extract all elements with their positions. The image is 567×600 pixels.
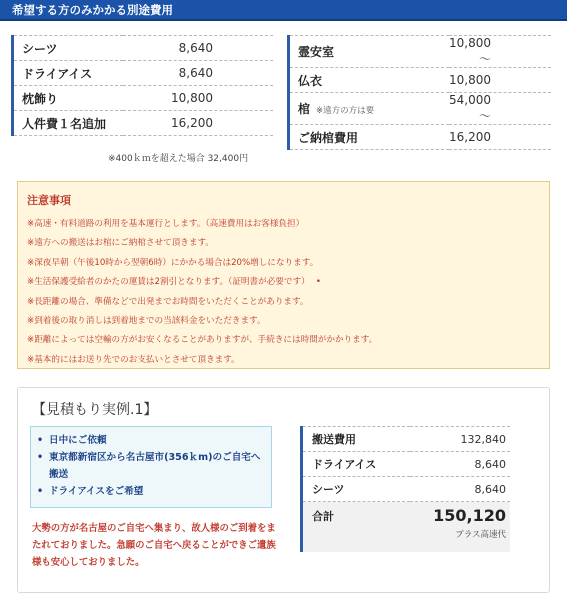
left-price-table bbox=[11, 35, 273, 136]
cost-name: ドライアイス bbox=[302, 452, 411, 477]
caution-box bbox=[17, 181, 550, 369]
condition-text: ドライアイスをご希望 bbox=[49, 486, 144, 497]
item-name: シーツ bbox=[13, 36, 124, 61]
caution-item: ※距離によっては空輸の方がお安くなることがありますが、手続きには時間がかかります。 bbox=[27, 335, 378, 346]
cost-price: 8,640 bbox=[410, 452, 510, 477]
item-note: ※遠方の方は要 bbox=[316, 106, 375, 116]
caution-title: 注意事項 bbox=[27, 194, 71, 207]
item-name: 人件費１名追加 bbox=[13, 111, 124, 136]
total-row bbox=[302, 502, 511, 553]
item-label: 霊安室 bbox=[298, 45, 335, 59]
estimate-conditions bbox=[30, 426, 272, 508]
bullet-icon: • bbox=[37, 435, 44, 446]
total-value: 150,120 bbox=[433, 506, 506, 525]
cost-row bbox=[302, 427, 511, 452]
total-cell bbox=[410, 502, 510, 553]
price-row bbox=[13, 36, 274, 61]
estimate-title: 【見積もり実例.1】 bbox=[32, 402, 158, 418]
item-name bbox=[289, 68, 450, 93]
item-price: 54,000～ bbox=[449, 93, 551, 125]
item-price: 10,800 bbox=[123, 86, 273, 111]
caution-item: ※長距離の場合、準備などで出発までお時間をいただくことがあります。 bbox=[27, 296, 309, 307]
cost-price: 8,640 bbox=[410, 477, 510, 502]
item-price: 16,200 bbox=[449, 125, 551, 150]
condition-item bbox=[37, 449, 265, 483]
condition-text: 東京都新宿区から名古屋市(356ｋm)のご自宅へ搬送 bbox=[49, 452, 261, 480]
cost-row bbox=[302, 477, 511, 502]
price-row bbox=[13, 61, 274, 86]
estimate-story: 大勢の方が名古屋のご自宅へ集まり、故人様のご到着をまたれておりました。急願のご自宅へ戻ることができご遺族様も安心しておりました。 bbox=[32, 523, 276, 568]
condition-text: 日中にご依頼 bbox=[49, 435, 107, 446]
condition-item bbox=[37, 483, 265, 500]
price-row bbox=[13, 111, 274, 136]
cost-name: シーツ bbox=[302, 477, 411, 502]
red-dot-icon: • bbox=[315, 277, 321, 288]
item-name bbox=[289, 36, 450, 68]
item-label: ご納棺費用 bbox=[298, 130, 359, 145]
price-row bbox=[13, 86, 274, 111]
item-price: 10,800 bbox=[449, 68, 551, 93]
caution-text: ※生活保護受給者のかたの運賃は2割引となります。（証明書が必要です） bbox=[27, 277, 310, 288]
price-row bbox=[289, 93, 552, 125]
item-name bbox=[289, 125, 450, 150]
estimate-cost-table bbox=[300, 426, 510, 552]
item-label: 仏衣 bbox=[298, 73, 323, 88]
caution-item: ※深夜早朝（午後10時から翌朝6時）にかかる場合は20%増しになります。 bbox=[27, 257, 319, 268]
caution-item: ※高速・有料道路の利用を基本運行とします。（高速費用はお客様負担） bbox=[27, 219, 305, 229]
cost-price: 132,840 bbox=[410, 427, 510, 452]
item-price: 8,640 bbox=[123, 61, 273, 86]
bullet-icon: • bbox=[37, 452, 44, 463]
price-row bbox=[289, 36, 552, 68]
caution-item: ※基本的にはお送り先でのお支払いとさせて頂きます。 bbox=[27, 354, 240, 365]
price-row bbox=[289, 68, 552, 93]
item-name: 枕飾り bbox=[13, 86, 124, 111]
estimate-example-box bbox=[17, 387, 550, 593]
item-label: 棺 bbox=[298, 102, 311, 116]
header-title: 希望する方のみかかる別途費用 bbox=[12, 3, 173, 17]
total-note: プラス高速代 bbox=[455, 530, 506, 540]
bullet-icon: • bbox=[37, 486, 44, 497]
total-label: 合計 bbox=[302, 502, 411, 553]
distance-footnote: ※400ｋｍを超えた場合 32,400円 bbox=[108, 154, 249, 164]
item-price: 16,200 bbox=[123, 111, 273, 136]
caution-list bbox=[27, 215, 377, 370]
item-price: 8,640 bbox=[123, 36, 273, 61]
caution-item: ※到着後の取り消しは到着地までの当該料金をいただきます。 bbox=[27, 315, 266, 326]
cost-row bbox=[302, 452, 511, 477]
item-price: 10,800～ bbox=[449, 36, 551, 68]
section-header bbox=[0, 0, 567, 21]
caution-item: ※遠方への搬送はお棺にご納棺させて頂きます。 bbox=[27, 238, 214, 249]
cost-name: 搬送費用 bbox=[302, 427, 411, 452]
item-name: ドライアイス bbox=[13, 61, 124, 86]
caution-item bbox=[27, 273, 377, 292]
condition-list bbox=[37, 432, 265, 500]
item-name bbox=[289, 93, 450, 125]
condition-item bbox=[37, 432, 265, 449]
price-row bbox=[289, 125, 552, 150]
right-price-table bbox=[287, 35, 551, 150]
